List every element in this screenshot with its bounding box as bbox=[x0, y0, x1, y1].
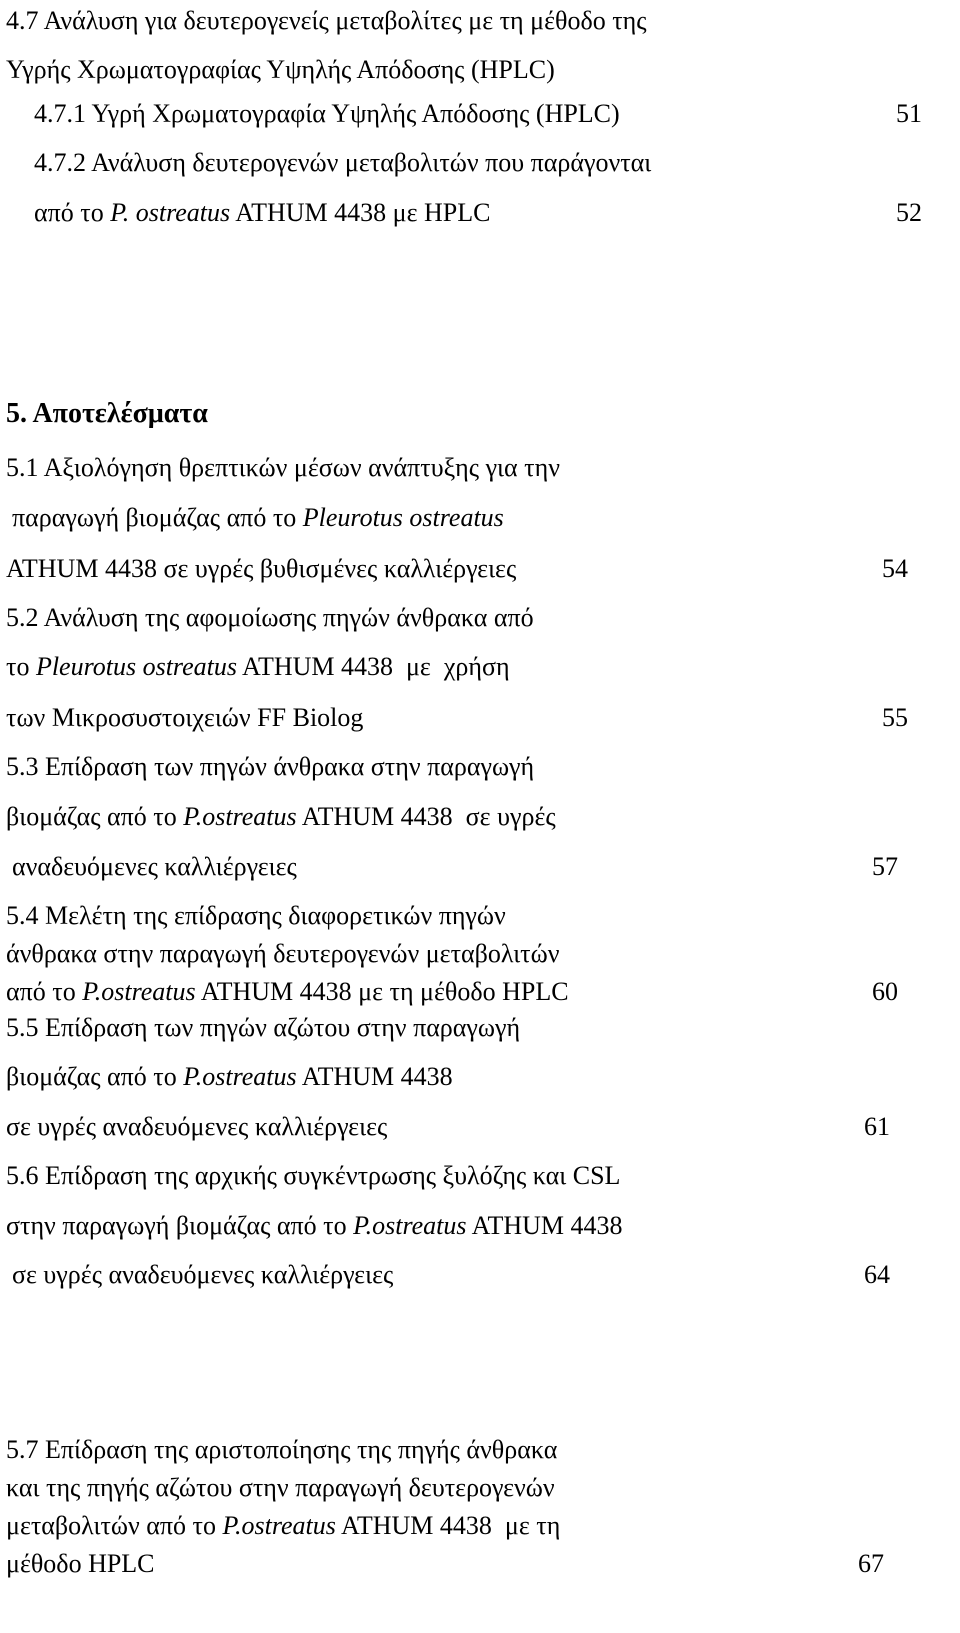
text-span: ATHUM 4438 με τη μέθοδο HPLC bbox=[195, 977, 569, 1006]
text-span: ATHUM 4438 bbox=[296, 1062, 453, 1091]
species-name: P.ostreatus bbox=[183, 802, 297, 831]
text-span: ATHUM 4438 σε υγρές bbox=[296, 802, 556, 831]
toc-entry-5-5-page: 61 bbox=[864, 1112, 890, 1141]
text-span: το bbox=[6, 652, 36, 681]
toc-entry-5-5-line-1: 5.5 Επίδραση των πηγών αζώτου στην παραγωγή bbox=[6, 1013, 521, 1042]
species-name: P.ostreatus bbox=[183, 1062, 297, 1091]
toc-entry-5-4-line-1: 5.4 Μελέτη της επίδρασης διαφορετικών πηγών bbox=[6, 901, 506, 930]
toc-entry-4-7-2-line-1: 4.7.2 Ανάλυση δευτερογενών μεταβολιτών που παράγονται bbox=[34, 148, 652, 177]
text-span: από το bbox=[34, 198, 111, 227]
toc-entry-5-4-line-3 bbox=[6, 979, 569, 1005]
toc-entry-5-2-line-1: 5.2 Ανάλυση της αφομοίωσης πηγών άνθρακα από bbox=[6, 603, 534, 632]
text-span: παραγωγή βιομάζας από το bbox=[12, 503, 303, 532]
text-span: ATHUM 4438 με HPLC bbox=[230, 198, 491, 227]
species-name: Pleurotus ostreatus bbox=[302, 503, 504, 532]
text-span: βιομάζας από το bbox=[6, 1062, 184, 1091]
toc-entry-4-7-line-2: Υγρής Χρωματογραφίας Υψηλής Απόδοσης (HPLC) bbox=[6, 55, 555, 84]
toc-entry-5-3-line-1: 5.3 Επίδραση των πηγών άνθρακα στην παραγωγή bbox=[6, 752, 535, 781]
toc-entry-5-3-page: 57 bbox=[872, 852, 898, 881]
toc-entry-5-6-page: 64 bbox=[864, 1260, 890, 1289]
toc-entry-5-4-page: 60 bbox=[872, 977, 898, 1006]
toc-entry-5-1-line-1: 5.1 Αξιολόγηση θρεπτικών μέσων ανάπτυξης για την bbox=[6, 453, 560, 482]
species-name: P.ostreatus bbox=[353, 1211, 467, 1240]
toc-entry-5-6-line-3: σε υγρές αναδευόμενες καλλιέργειες bbox=[12, 1260, 394, 1289]
toc-entry-5-6-line-1: 5.6 Επίδραση της αρχικής συγκέντρωσης ξυλόζης και CSL bbox=[6, 1161, 621, 1190]
toc-entry-4-7-1-page: 51 bbox=[896, 99, 922, 128]
text-span: ATHUM 4438 με χρήση bbox=[236, 652, 510, 681]
toc-entry-5-7-page: 67 bbox=[858, 1549, 884, 1578]
species-name: P.ostreatus bbox=[82, 977, 196, 1006]
toc-entry-5-7-line-2: και της πηγής αζώτου στην παραγωγή δευτερογενών bbox=[6, 1473, 555, 1502]
species-name: P.ostreatus bbox=[222, 1511, 336, 1540]
text-span: βιομάζας από το bbox=[6, 802, 184, 831]
toc-entry-4-7-line-1: 4.7 Ανάλυση για δευτερογενείς μεταβολίτες με τη μέθοδο της bbox=[6, 6, 647, 35]
text-span: στην παραγωγή βιομάζας από το bbox=[6, 1211, 354, 1240]
species-name: Pleurotus ostreatus bbox=[35, 652, 237, 681]
chapter-heading: 5. Αποτελέσματα bbox=[6, 398, 208, 429]
toc-entry-5-7-line-1: 5.7 Επίδραση της αριστοποίησης της πηγής άνθρακα bbox=[6, 1435, 558, 1464]
toc-entry-4-7-2-line-2 bbox=[34, 200, 490, 226]
toc-entry-5-7-line-4: μέθοδο HPLC bbox=[6, 1549, 155, 1578]
toc-entry-5-2-line-3: των Μικροσυστοιχειών FF Biolog bbox=[6, 703, 364, 732]
species-name: P. ostreatus bbox=[110, 198, 231, 227]
toc-entry-5-2-line-2 bbox=[6, 654, 510, 680]
toc-entry-4-7-2-page: 52 bbox=[896, 198, 922, 227]
toc-entry-5-1-line-2 bbox=[12, 505, 504, 531]
text-span: από το bbox=[6, 977, 83, 1006]
text-span: ATHUM 4438 με τη bbox=[335, 1511, 561, 1540]
toc-entry-5-5-line-3: σε υγρές αναδευόμενες καλλιέργειες bbox=[6, 1112, 388, 1141]
toc-entry-5-1-page: 54 bbox=[882, 554, 908, 583]
toc-entry-4-7-1-title: 4.7.1 Υγρή Χρωματογραφία Υψηλής Απόδοσης (HPLC) bbox=[34, 99, 620, 128]
toc-entry-5-5-line-2 bbox=[6, 1064, 453, 1090]
text-span: μεταβολιτών από το bbox=[6, 1511, 223, 1540]
text-span: ATHUM 4438 bbox=[466, 1211, 623, 1240]
toc-entry-5-3-line-3: αναδευόμενες καλλιέργειες bbox=[12, 852, 297, 881]
toc-entry-5-3-line-2 bbox=[6, 804, 556, 830]
toc-entry-5-2-page: 55 bbox=[882, 703, 908, 732]
toc-entry-5-1-line-3: ATHUM 4438 σε υγρές βυθισμένες καλλιέργειες bbox=[6, 554, 517, 583]
toc-entry-5-4-line-2: άνθρακα στην παραγωγή δευτερογενών μεταβολιτών bbox=[6, 939, 560, 968]
toc-entry-5-6-line-2 bbox=[6, 1213, 623, 1239]
toc-entry-5-7-line-3 bbox=[6, 1513, 560, 1539]
